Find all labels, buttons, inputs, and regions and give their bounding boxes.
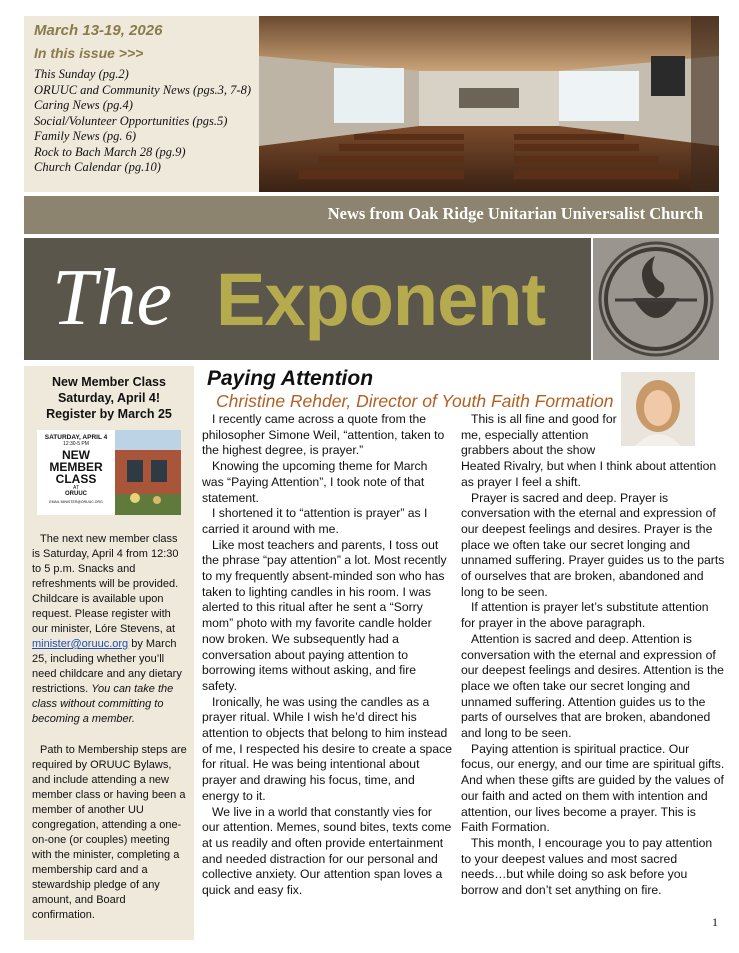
- sidebar-heading: Saturday, April 4!: [57, 391, 161, 405]
- newsletter-banner: [24, 196, 719, 234]
- flyer-line: MEMBER: [49, 460, 103, 474]
- contents-item: Church Calendar (pg.10): [34, 160, 161, 174]
- article-paragraph: I shortened it to “attention is prayer” as I carried it around with me.: [202, 506, 428, 536]
- article-paragraph: Ironically, he was using the candles as a prayer ritual. While I wish he’d direct his attention to objects that belong to him instead of me, I respected his desire to create a space for ritual. He was being intentional about prayer and drawing his focus, time, and energy to it.: [202, 694, 452, 803]
- sidebar-paragraph: [32, 532, 188, 727]
- issue-date: March 13-19, 2026: [34, 22, 163, 39]
- article-paragraph: Paying attention is spiritual practice. Our focus, our energy, and our time are spiritual gifts. And when these gifts are guided by the values of our faith and acted on them with intention and attention, our lives become a prayer. This is Faith Formation.: [461, 741, 725, 835]
- issue-contents-box: [24, 16, 259, 192]
- flyer-date: SATURDAY, APRIL 4: [44, 434, 108, 441]
- article-paragraph: This month, I encourage you to pay attention to your deepest values and most sacred needs…but while doing so ask before you borrow and don’t set anything on fire.: [461, 835, 713, 898]
- article-paragraph: Attention is sacred and deep. Attention is conversation with the eternal and expression of our deepest feelings and desires. Attention is the place we often take our secret longing and unnamed suffering. Attention guides us to the parts of ourselves that are broken, abandoned and long to be seen.: [461, 631, 724, 741]
- contents-list: [34, 67, 251, 176]
- flyer-time: 12:30-5 PM: [63, 441, 89, 447]
- sidebar-paragraph: Path to Membership steps are required by ORUUC Bylaws, and include attending a new member class or having been a member of another UU congregation, attending a one-on-one (or couples) meeting with the minister, completing a membership card and a stewardship pledge of any amount, and Board confirmation.: [32, 744, 187, 921]
- article-paragraph: Like most teachers and parents, I toss out the phrase “pay attention” a lot. Most recently to my frequently absent-minded son who has taken to lighting candles in his room. I was alerted to this ritual after he sent a “Sorry mom” photo with my favorite candle holder now broken. We subsequently had a conversation about paying attention to borrowing items without asking, and fire safety.: [202, 537, 447, 693]
- in-this-issue-label: In this issue >>>: [34, 45, 144, 61]
- contents-item: Family News (pg. 6): [34, 129, 137, 143]
- contents-item: ORUUC and Community News (pgs.3, 7-8): [34, 82, 252, 97]
- article-title: Paying Attention: [207, 367, 374, 390]
- article-column-1: [202, 412, 452, 899]
- sidebar-text: The next new member class is Saturday, April 4 from 12:30 to 5 p.m. Snacks and refreshments will be provided. Childcare is available upon request. Please register with our minister, Lóre Stevens, at: [32, 533, 179, 635]
- chalice-logo: [593, 238, 719, 360]
- new-member-class-flyer: [37, 430, 181, 515]
- church-building-image: [115, 430, 181, 515]
- sidebar-italic-text: You can take the class without committing to becoming a member.: [32, 683, 174, 725]
- contents-item: This Sunday (pg.2): [34, 67, 129, 81]
- article-byline: Christine Rehder, Director of Youth Faith Formation: [216, 391, 614, 411]
- article-paragraph: Knowing the upcoming theme for March was “Paying Attention”, I took note of that statement.: [202, 459, 428, 505]
- flyer-at: AT: [72, 485, 80, 491]
- sidebar-heading: Register by March 25: [46, 407, 172, 421]
- page-number: 1: [712, 915, 718, 929]
- article-column-2: [461, 412, 725, 899]
- masthead-the: The: [52, 254, 172, 342]
- article-paragraph: We live in a world that constantly vies for our attention. Memes, sound bites, texts come at us readily and often provide entertainment and needed distraction for our personal and collective anxiety. Our attention span loves a quick and easy fix.: [202, 804, 452, 898]
- article-paragraph: Prayer is sacred and deep. Prayer is conversation with the eternal and expression of our deepest feelings and desires. Prayer is the place we often take our secret longing and unnamed suffering. Prayer guides us to the parts of ourselves that are broken, abandoned and long to be seen.: [461, 490, 725, 599]
- article-paragraph: This is all fine and good for me, especially attention grabbers about the show Heated Rivalry, but when I think about attention as prayer I feel a shift.: [461, 412, 725, 491]
- banner-text: News from Oak Ridge Unitarian Universalist Church: [327, 204, 703, 223]
- contents-item: Caring News (pg.4): [34, 98, 133, 112]
- sanctuary-photo: [259, 16, 719, 192]
- photo-wrap-spacer: [629, 412, 725, 458]
- flyer-line: CLASS: [55, 472, 97, 486]
- article-paragraph: If attention is prayer let’s substitute attention for prayer in the above paragraph.: [461, 600, 709, 631]
- flyer-org: ORUUC: [65, 491, 87, 497]
- contents-item: Rock to Bach March 28 (pg.9): [34, 144, 186, 159]
- flyer-line: NEW: [62, 448, 90, 462]
- masthead: [24, 238, 591, 360]
- minister-email-link[interactable]: minister@oruuc.org: [32, 638, 129, 650]
- new-member-sidebar: [24, 366, 194, 940]
- article-paragraph: I recently came across a quote from the philosopher Simone Weil, “attention, taken to the highest degree, is prayer.”: [202, 412, 445, 458]
- contents-item: Social/Volunteer Opportunities (pgs.5): [34, 113, 228, 128]
- sidebar-heading: New Member Class: [52, 375, 166, 389]
- masthead-exponent: Exponent: [216, 258, 546, 341]
- sidebar-text: by March 25, including whether you’ll need childcare and any dietary restrictions.: [32, 638, 182, 695]
- flyer-email: EMAIL MINISTER@ORUUC.ORG: [49, 500, 103, 504]
